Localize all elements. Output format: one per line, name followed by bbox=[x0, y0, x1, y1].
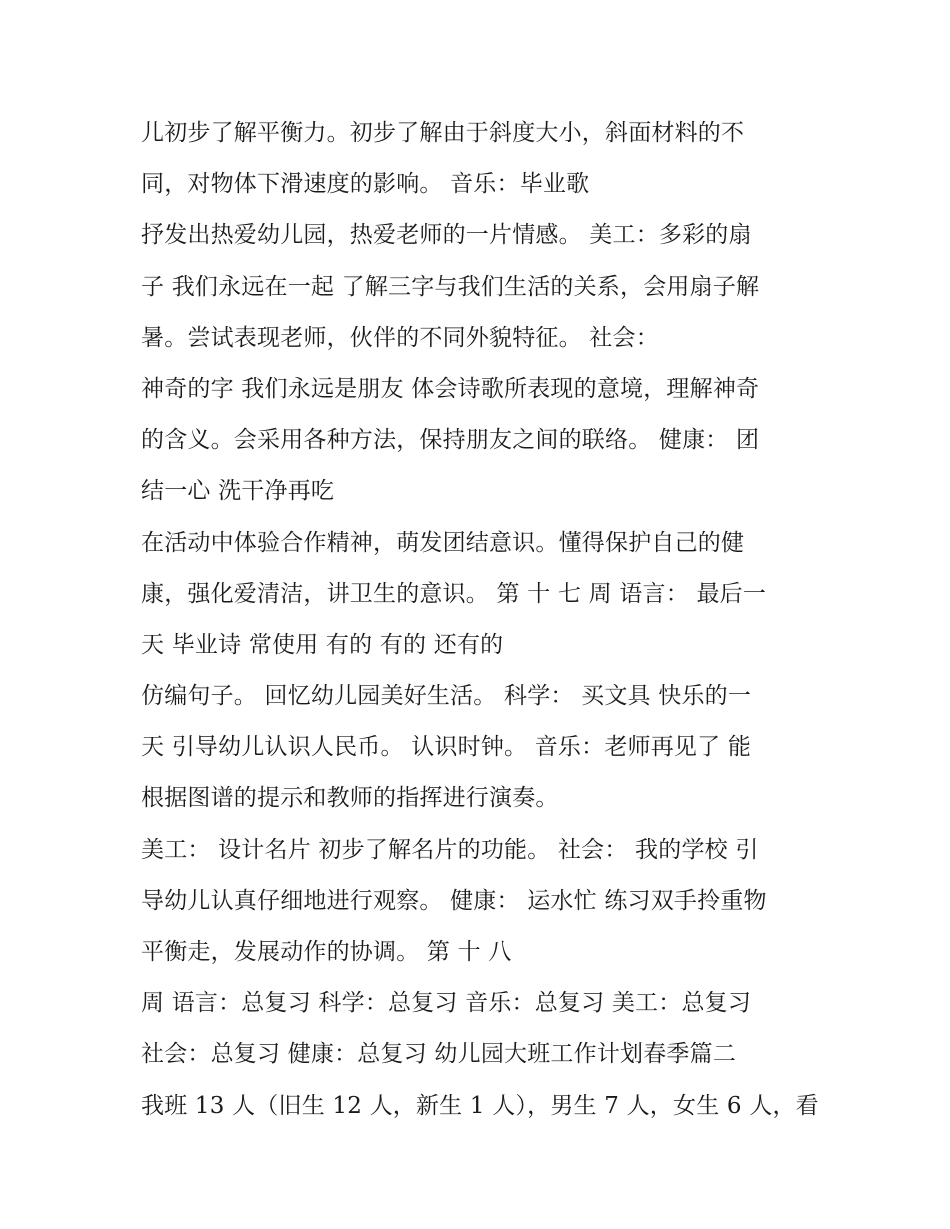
text-line: 平衡走，发展动作的协调。 第 十 八 bbox=[141, 939, 512, 965]
text-line: 抒发出热爱幼儿园，热爱老师的一片情感。 美工：多彩的扇 bbox=[141, 222, 752, 249]
text-line: 暑。尝试表现老师，伙伴的不同外貌特征。 社会： bbox=[141, 324, 659, 351]
text-line: 周 语言：总复习 科学：总复习 音乐：总复习 美工：总复习 bbox=[141, 990, 752, 1017]
text-line: 根据图谱的提示和教师的指挥进行演奏。 bbox=[141, 785, 559, 812]
text-line: 天 毕业诗 常使用 有的 有的 还有的 bbox=[141, 631, 504, 658]
text-line: 我班 13 人（旧生 12 人，新生 1 人），男生 7 人，女生 6 人，看 bbox=[141, 1092, 819, 1119]
text-line: 结一心 洗干净再吃 bbox=[141, 478, 335, 505]
text-line: 子 我们永远在一起 了解三字与我们生活的关系，会用扇子解 bbox=[141, 273, 760, 300]
text-line: 在活动中体验合作精神，萌发团结意识。懂得保护自己的健 bbox=[141, 529, 745, 556]
text-line: 天 引导幼儿认识人民币。 认识时钟。 音乐：老师再见了 能 bbox=[141, 734, 752, 761]
text-line: 社会：总复习 健康：总复习 幼儿园大班工作计划春季篇二 bbox=[141, 1041, 737, 1068]
text-line: 美工： 设计名片 初步了解名片的功能。 社会： 我的学校 引 bbox=[141, 836, 759, 863]
text-line: 儿初步了解平衡力。初步了解由于斜度大小，斜面材料的不 bbox=[141, 120, 745, 146]
text-line: 神奇的字 我们永远是朋友 体会诗歌所表现的意境，理解神奇 bbox=[141, 375, 760, 402]
document-body bbox=[141, 108, 821, 1132]
text-line: 康，强化爱清洁，讲卫生的意识。 第 十 七 周 语言： 最后一 bbox=[141, 580, 767, 607]
text-line: 同，对物体下滑速度的影响。 音乐：毕业歌 bbox=[141, 171, 590, 198]
text-line: 仿编句子。 回忆幼儿园美好生活。 科学： 买文具 快乐的一 bbox=[141, 683, 752, 710]
text-line: 导幼儿认真仔细地进行观察。 健康： 运水忙 练习双手拎重物 bbox=[141, 887, 767, 914]
text-line: 的含义。会采用各种方法，保持朋友之间的联络。 健康： 团 bbox=[141, 427, 760, 454]
